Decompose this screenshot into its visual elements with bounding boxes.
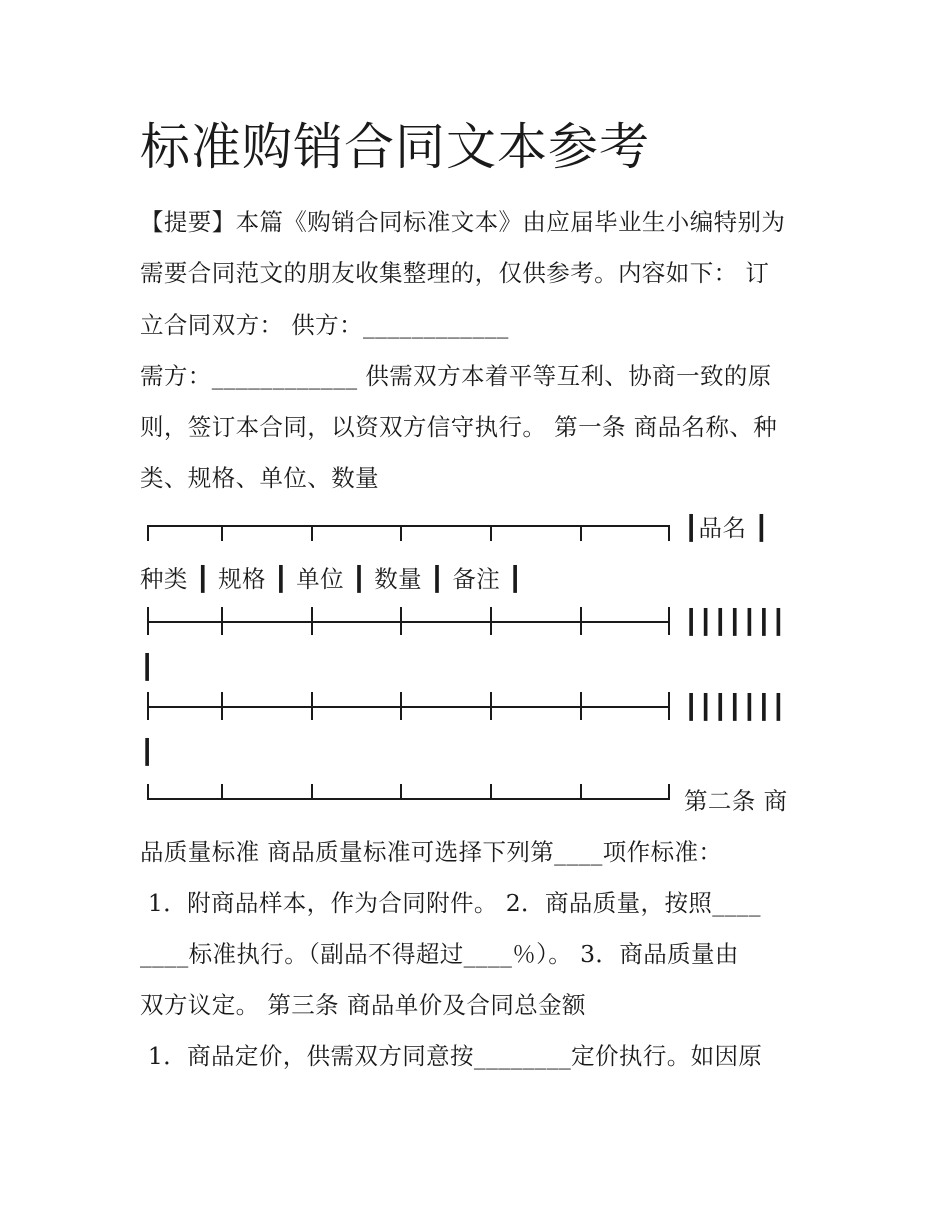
paragraph-line: 【提要】本篇《购销合同标准文本》由应届毕业生小编特别为 [140,208,786,236]
paragraph-line: 1．商品定价，供需双方同意按________定价执行。如因原 [140,1042,763,1070]
paragraph-line: 需要合同范文的朋友收集整理的，仅供参考。内容如下： 订 [140,259,770,287]
table-row-wrap: ┃ [140,653,155,681]
table-header-tail: ┃品名 ┃ [684,514,769,542]
paragraph-line: 双方议定。 第三条 商品单价及合同总金额 [140,991,586,1019]
table-end-text: 第二条 商 [684,787,788,815]
paragraph-line: 需方：____________ 供需双方本着平等互利、协商一致的原 [140,362,772,390]
paragraph-line: 类、规格、单位、数量 [140,464,379,492]
document-title: 标准购销合同文本参考 [140,118,650,176]
table-row-tail: ┃┃┃┃┃┃┃ [684,693,786,721]
paragraph-line: 品质量标准 商品质量标准可选择下列第____项作标准： [140,838,723,866]
paragraph-line: 立合同双方： 供方：____________ [140,311,509,339]
paragraph-line: 则，签订本合同，以资双方信守执行。 第一条 商品名称、种 [140,413,778,441]
table-row-wrap: ┃ [140,738,155,766]
table-header-columns: 种类 ┃ 规格 ┃ 单位 ┃ 数量 ┃ 备注 ┃ [140,565,523,593]
table-row-tail: ┃┃┃┃┃┃┃ [684,608,786,636]
paragraph-line: 1．附商品样本，作为合同附件。 2．商品质量，按照____ [140,889,761,917]
paragraph-line: ____标准执行。（副品不得超过____％）。 3．商品质量由 [140,940,739,968]
